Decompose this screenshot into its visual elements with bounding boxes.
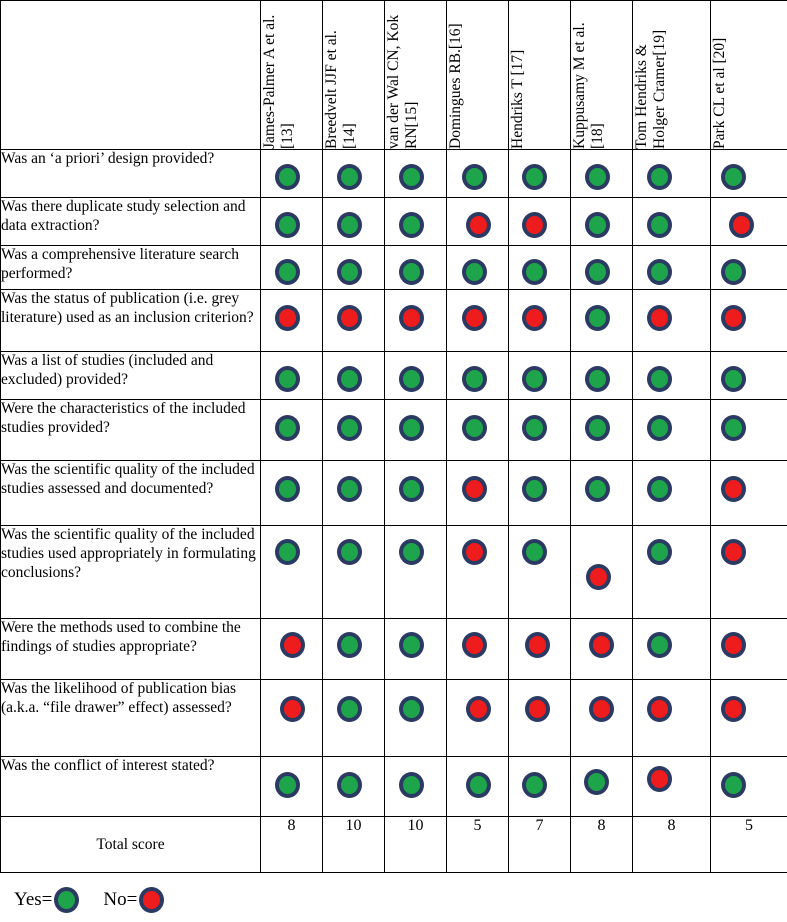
total-score-value: 10 — [385, 817, 447, 873]
rating-cell — [571, 680, 633, 757]
green-circle-icon — [585, 305, 610, 331]
red-circle-icon — [721, 632, 746, 658]
rating-cell — [385, 352, 447, 400]
green-circle-icon — [275, 259, 300, 285]
green-circle-icon — [399, 772, 424, 798]
rating-cell — [447, 680, 509, 757]
red-circle-icon — [399, 305, 424, 331]
legend-yes-label: Yes= — [14, 889, 53, 910]
rating-cell — [711, 150, 787, 198]
rating-cell — [447, 757, 509, 817]
total-score-value: 5 — [711, 817, 787, 873]
green-circle-icon — [647, 259, 672, 285]
red-circle-icon — [589, 632, 614, 658]
green-circle-icon — [647, 366, 672, 392]
study-name: van der Wal CN, Kok RN[15] — [385, 14, 420, 149]
red-circle-icon — [275, 305, 300, 331]
rating-cell — [711, 526, 787, 619]
red-circle-icon — [729, 212, 754, 238]
rating-cell — [633, 526, 711, 619]
green-circle-icon — [585, 415, 610, 441]
study-name: James-Palmer A et al.[13] — [261, 14, 296, 149]
rating-cell — [261, 400, 323, 461]
study-header — [571, 1, 633, 150]
green-circle-icon — [399, 539, 424, 565]
rating-cell — [571, 246, 633, 290]
question-text: Were the methods used to combine the findings of studies appropriate? — [1, 619, 261, 680]
rating-cell — [323, 757, 385, 817]
green-circle-icon — [522, 259, 547, 285]
red-circle-icon — [721, 305, 746, 331]
red-circle-icon — [139, 887, 164, 913]
total-row — [1, 817, 787, 873]
green-circle-icon — [647, 476, 672, 502]
legend-no-label: No= — [103, 889, 138, 910]
legend-no — [103, 887, 164, 913]
rating-cell — [323, 150, 385, 198]
rating-cell — [711, 619, 787, 680]
rating-cell — [261, 290, 323, 352]
green-circle-icon — [337, 415, 362, 441]
study-header — [261, 1, 323, 150]
table-row — [1, 619, 787, 680]
green-circle-icon — [522, 476, 547, 502]
green-circle-icon — [585, 366, 610, 392]
study-header — [323, 1, 385, 150]
green-circle-icon — [399, 259, 424, 285]
red-circle-icon — [525, 696, 550, 722]
green-circle-icon — [522, 772, 547, 798]
question-text: Was there duplicate study selection and data extraction? — [1, 198, 261, 246]
rating-cell — [711, 400, 787, 461]
green-circle-icon — [721, 164, 746, 190]
red-circle-icon — [721, 476, 746, 502]
rating-cell — [385, 526, 447, 619]
table-row — [1, 150, 787, 198]
study-header — [447, 1, 509, 150]
green-circle-icon — [522, 539, 547, 565]
green-circle-icon — [275, 415, 300, 441]
rating-cell — [447, 246, 509, 290]
green-circle-icon — [399, 696, 424, 722]
rating-cell — [509, 680, 571, 757]
rating-cell — [261, 246, 323, 290]
rating-cell — [323, 400, 385, 461]
green-circle-icon — [522, 164, 547, 190]
rating-cell — [571, 619, 633, 680]
rating-cell — [323, 290, 385, 352]
rating-cell — [633, 619, 711, 680]
question-text: Was an ‘a priori’ design provided? — [1, 150, 261, 198]
green-circle-icon — [399, 476, 424, 502]
study-header — [385, 1, 447, 150]
green-circle-icon — [275, 476, 300, 502]
green-circle-icon — [54, 887, 79, 913]
rating-cell — [711, 352, 787, 400]
green-circle-icon — [337, 696, 362, 722]
table-row — [1, 246, 787, 290]
red-circle-icon — [462, 539, 487, 565]
green-circle-icon — [721, 259, 746, 285]
rating-cell — [323, 198, 385, 246]
green-circle-icon — [337, 212, 362, 238]
study-header — [633, 1, 711, 150]
question-text: Was the scientific quality of the included studies assessed and documented? — [1, 461, 261, 526]
rating-cell — [509, 526, 571, 619]
rating-cell — [571, 290, 633, 352]
question-rows — [1, 150, 787, 817]
red-circle-icon — [721, 539, 746, 565]
total-score-value: 8 — [633, 817, 711, 873]
rating-cell — [633, 680, 711, 757]
rating-cell — [509, 461, 571, 526]
rating-cell — [509, 198, 571, 246]
green-circle-icon — [462, 259, 487, 285]
green-circle-icon — [337, 366, 362, 392]
rating-cell — [323, 680, 385, 757]
green-circle-icon — [647, 212, 672, 238]
table-row — [1, 757, 787, 817]
rating-cell — [323, 352, 385, 400]
rating-cell — [633, 757, 711, 817]
red-circle-icon — [721, 696, 746, 722]
red-circle-icon — [647, 766, 672, 792]
green-circle-icon — [399, 212, 424, 238]
total-score-value: 5 — [447, 817, 509, 873]
rating-cell — [261, 619, 323, 680]
green-circle-icon — [337, 539, 362, 565]
rating-cell — [261, 461, 323, 526]
study-name: Breedvelt JJF et al.[14] — [323, 30, 358, 149]
rating-cell — [571, 352, 633, 400]
rating-cell — [385, 757, 447, 817]
rating-cell — [261, 757, 323, 817]
green-circle-icon — [522, 415, 547, 441]
green-circle-icon — [275, 212, 300, 238]
red-circle-icon — [337, 305, 362, 331]
total-score-value: 10 — [323, 817, 385, 873]
rating-cell — [633, 246, 711, 290]
rating-cell — [633, 150, 711, 198]
rating-cell — [447, 526, 509, 619]
green-circle-icon — [462, 415, 487, 441]
rating-cell — [633, 290, 711, 352]
green-circle-icon — [399, 415, 424, 441]
green-circle-icon — [647, 164, 672, 190]
rating-cell — [711, 198, 787, 246]
green-circle-icon — [721, 366, 746, 392]
question-text: Was a comprehensive literature search performed? — [1, 246, 261, 290]
corner-cell — [1, 1, 261, 150]
red-circle-icon — [647, 696, 672, 722]
study-name: Tom Hendriks & Holger Cramer[19] — [633, 29, 668, 149]
green-circle-icon — [647, 632, 672, 658]
green-circle-icon — [462, 366, 487, 392]
green-circle-icon — [337, 259, 362, 285]
rating-cell — [571, 757, 633, 817]
rating-cell — [633, 352, 711, 400]
red-circle-icon — [647, 305, 672, 331]
red-circle-icon — [466, 696, 491, 722]
rating-cell — [323, 461, 385, 526]
study-header — [711, 1, 787, 150]
red-circle-icon — [586, 564, 611, 590]
green-circle-icon — [399, 632, 424, 658]
red-circle-icon — [522, 212, 547, 238]
rating-cell — [385, 246, 447, 290]
rating-cell — [261, 150, 323, 198]
study-name: Kuppusamy M et al.[18] — [571, 22, 606, 149]
green-circle-icon — [337, 772, 362, 798]
legend — [14, 887, 188, 913]
rating-cell — [571, 198, 633, 246]
rating-cell — [711, 461, 787, 526]
green-circle-icon — [585, 212, 610, 238]
rating-cell — [571, 400, 633, 461]
rating-cell — [385, 400, 447, 461]
rating-cell — [509, 757, 571, 817]
green-circle-icon — [585, 259, 610, 285]
study-header — [509, 1, 571, 150]
rating-cell — [711, 290, 787, 352]
rating-cell — [509, 619, 571, 680]
rating-cell — [447, 290, 509, 352]
green-circle-icon — [721, 415, 746, 441]
green-circle-icon — [399, 164, 424, 190]
green-circle-icon — [462, 164, 487, 190]
red-circle-icon — [525, 632, 550, 658]
rating-cell — [509, 150, 571, 198]
legend-yes — [14, 887, 79, 913]
rating-cell — [385, 680, 447, 757]
rating-cell — [261, 352, 323, 400]
total-score-label: Total score — [1, 817, 261, 873]
rating-cell — [711, 680, 787, 757]
red-circle-icon — [589, 696, 614, 722]
rating-cell — [633, 400, 711, 461]
rating-cell — [447, 352, 509, 400]
green-circle-icon — [275, 772, 300, 798]
rating-cell — [261, 680, 323, 757]
rating-cell — [509, 400, 571, 461]
red-circle-icon — [462, 305, 487, 331]
question-text: Was the likelihood of publication bias (a.k.a. “file drawer” effect) assessed? — [1, 680, 261, 757]
rating-cell — [385, 290, 447, 352]
green-circle-icon — [275, 164, 300, 190]
question-text: Was the conflict of interest stated? — [1, 757, 261, 817]
rating-cell — [447, 198, 509, 246]
red-circle-icon — [462, 476, 487, 502]
study-name: Hendriks T [17] — [509, 49, 526, 149]
green-circle-icon — [399, 366, 424, 392]
table-row — [1, 680, 787, 757]
rating-cell — [385, 198, 447, 246]
green-circle-icon — [584, 769, 609, 795]
rating-cell — [633, 198, 711, 246]
green-circle-icon — [647, 415, 672, 441]
rating-cell — [571, 150, 633, 198]
rating-cell — [509, 246, 571, 290]
table-row — [1, 352, 787, 400]
green-circle-icon — [721, 772, 746, 798]
total-score-value: 8 — [261, 817, 323, 873]
question-text: Was the scientific quality of the included studies used appropriately in formulating conclusions? — [1, 526, 261, 619]
green-circle-icon — [337, 164, 362, 190]
rating-cell — [385, 619, 447, 680]
table-row — [1, 400, 787, 461]
study-name: Domingues RB.[16] — [447, 23, 464, 149]
green-circle-icon — [275, 366, 300, 392]
total-score-value: 8 — [571, 817, 633, 873]
rating-cell — [447, 619, 509, 680]
red-circle-icon — [280, 632, 305, 658]
table-row — [1, 461, 787, 526]
red-circle-icon — [462, 632, 487, 658]
rating-cell — [711, 757, 787, 817]
rating-cell — [323, 246, 385, 290]
rating-cell — [633, 461, 711, 526]
red-circle-icon — [522, 305, 547, 331]
rating-cell — [571, 526, 633, 619]
green-circle-icon — [337, 632, 362, 658]
question-text: Was the status of publication (i.e. grey literature) used as an inclusion criterion? — [1, 290, 261, 352]
question-text: Were the characteristics of the included studies provided? — [1, 400, 261, 461]
red-circle-icon — [466, 212, 491, 238]
red-circle-icon — [280, 696, 305, 722]
rating-cell — [261, 526, 323, 619]
rating-cell — [323, 619, 385, 680]
rating-cell — [323, 526, 385, 619]
question-text: Was a list of studies (included and excluded) provided? — [1, 352, 261, 400]
rating-cell — [447, 400, 509, 461]
total-score-value: 7 — [509, 817, 571, 873]
header-row — [1, 1, 787, 150]
rating-cell — [571, 461, 633, 526]
table-row — [1, 290, 787, 352]
table-row — [1, 526, 787, 619]
rating-cell — [711, 246, 787, 290]
green-circle-icon — [466, 772, 491, 798]
table-row — [1, 198, 787, 246]
rating-cell — [447, 461, 509, 526]
green-circle-icon — [522, 366, 547, 392]
rating-cell — [447, 150, 509, 198]
green-circle-icon — [337, 476, 362, 502]
green-circle-icon — [585, 164, 610, 190]
rating-cell — [509, 290, 571, 352]
green-circle-icon — [275, 539, 300, 565]
rating-cell — [385, 461, 447, 526]
green-circle-icon — [647, 539, 672, 565]
rating-cell — [509, 352, 571, 400]
rating-cell — [385, 150, 447, 198]
rating-cell — [261, 198, 323, 246]
green-circle-icon — [585, 476, 610, 502]
study-name: Park CL et al [20] — [711, 37, 728, 149]
